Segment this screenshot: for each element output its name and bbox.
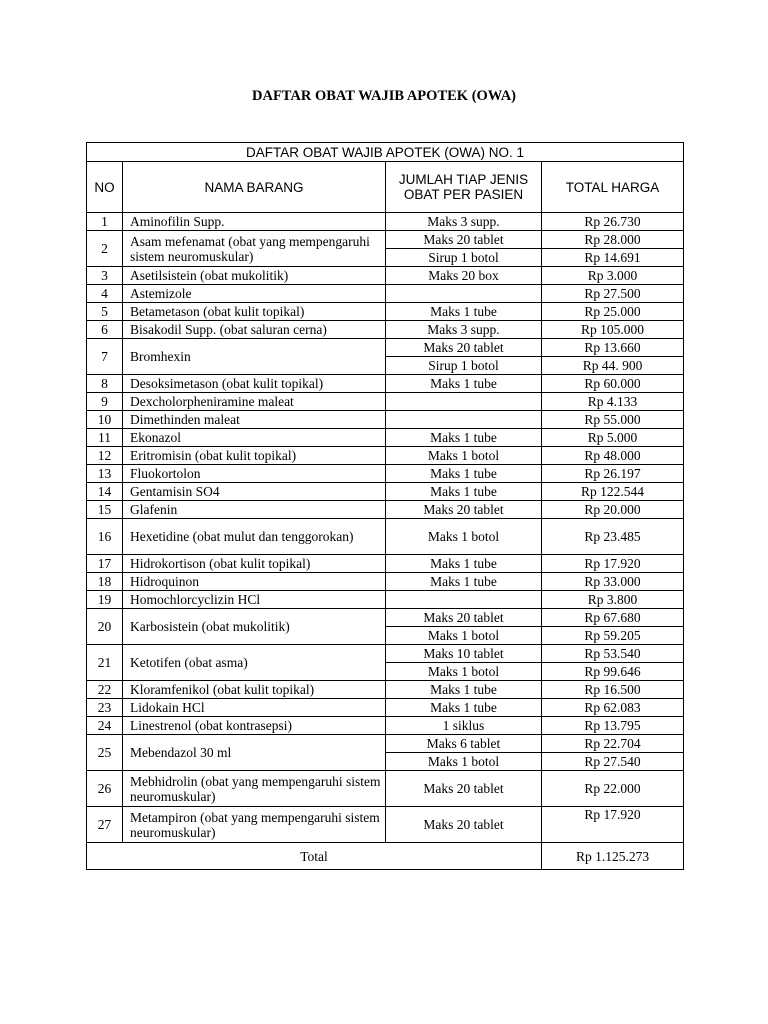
price-cell: Rp 27.540	[542, 753, 684, 771]
quantity-cell: Maks 1 tube	[386, 681, 542, 699]
price-cell: Rp 3.800	[542, 591, 684, 609]
total-label: Total	[87, 843, 542, 870]
price-cell: Rp 26.197	[542, 465, 684, 483]
row-number: 2	[87, 231, 123, 267]
table-row	[87, 375, 684, 393]
row-number: 14	[87, 483, 123, 501]
quantity-cell: Maks 20 tablet	[386, 501, 542, 519]
price-cell: Rp 55.000	[542, 411, 684, 429]
price-cell: Rp 44. 900	[542, 357, 684, 375]
quantity-cell: Maks 3 supp.	[386, 213, 542, 231]
drug-name: Gentamisin SO4	[123, 483, 386, 501]
quantity-cell: Maks 20 tablet	[386, 807, 542, 843]
quantity-cell: Maks 20 tablet	[386, 609, 542, 627]
drug-name: Kloramfenikol (obat kulit topikal)	[123, 681, 386, 699]
price-cell: Rp 26.730	[542, 213, 684, 231]
price-cell: Rp 28.000	[542, 231, 684, 249]
quantity-cell: Maks 1 botol	[386, 519, 542, 555]
price-cell: Rp 22.704	[542, 735, 684, 753]
price-cell: Rp 60.000	[542, 375, 684, 393]
price-cell: Rp 23.485	[542, 519, 684, 555]
row-number: 3	[87, 267, 123, 285]
quantity-cell: Sirup 1 botol	[386, 249, 542, 267]
price-cell: Rp 22.000	[542, 771, 684, 807]
row-number: 9	[87, 393, 123, 411]
price-cell: Rp 16.500	[542, 681, 684, 699]
drug-name: Betametason (obat kulit topikal)	[123, 303, 386, 321]
drug-name: Dexcholorpheniramine maleat	[123, 393, 386, 411]
price-cell: Rp 25.000	[542, 303, 684, 321]
row-number: 27	[87, 807, 123, 843]
price-cell: Rp 17.920	[542, 807, 684, 843]
drug-name: Desoksimetason (obat kulit topikal)	[123, 375, 386, 393]
drug-name: Glafenin	[123, 501, 386, 519]
quantity-cell: Maks 1 tube	[386, 483, 542, 501]
quantity-cell: Maks 1 botol	[386, 753, 542, 771]
table-row	[87, 519, 684, 555]
drug-name: Astemizole	[123, 285, 386, 303]
row-number: 24	[87, 717, 123, 735]
quantity-cell: Maks 1 botol	[386, 447, 542, 465]
quantity-cell: Maks 6 tablet	[386, 735, 542, 753]
drug-name: Asetilsistein (obat mukolitik)	[123, 267, 386, 285]
drug-name: Ketotifen (obat asma)	[123, 645, 386, 681]
quantity-cell: Maks 10 tablet	[386, 645, 542, 663]
header-name: NAMA BARANG	[123, 162, 386, 213]
drug-name: Asam mefenamat (obat yang mempengaruhi sistem neuromuskular)	[123, 231, 386, 267]
row-number: 26	[87, 771, 123, 807]
price-cell: Rp 33.000	[542, 573, 684, 591]
quantity-cell: Maks 1 botol	[386, 627, 542, 645]
drug-name: Karbosistein (obat mukolitik)	[123, 609, 386, 645]
row-number: 1	[87, 213, 123, 231]
quantity-cell: Maks 1 tube	[386, 429, 542, 447]
drug-name: Hidrokortison (obat kulit topikal)	[123, 555, 386, 573]
table-row	[87, 609, 684, 627]
drug-name: Metampiron (obat yang mempengaruhi sistem neuromuskular)	[123, 807, 386, 843]
price-cell: Rp 67.680	[542, 609, 684, 627]
drug-name: Linestrenol (obat kontrasepsi)	[123, 717, 386, 735]
quantity-cell: Maks 1 tube	[386, 573, 542, 591]
drug-name: Ekonazol	[123, 429, 386, 447]
row-number: 6	[87, 321, 123, 339]
quantity-cell: Maks 20 tablet	[386, 231, 542, 249]
table-row	[87, 231, 684, 249]
quantity-cell: Maks 20 tablet	[386, 771, 542, 807]
price-cell: Rp 3.000	[542, 267, 684, 285]
table-row	[87, 591, 684, 609]
quantity-cell: 1 siklus	[386, 717, 542, 735]
quantity-cell: Maks 1 tube	[386, 375, 542, 393]
row-number: 4	[87, 285, 123, 303]
quantity-cell: Maks 1 tube	[386, 303, 542, 321]
table-row	[87, 393, 684, 411]
header-qty: JUMLAH TIAP JENIS OBAT PER PASIEN	[386, 162, 542, 213]
price-cell: Rp 17.920	[542, 555, 684, 573]
row-number: 11	[87, 429, 123, 447]
table-row	[87, 555, 684, 573]
table-row	[87, 483, 684, 501]
table-body	[87, 213, 684, 843]
quantity-cell: Maks 20 tablet	[386, 339, 542, 357]
drug-name: Hexetidine (obat mulut dan tenggorokan)	[123, 519, 386, 555]
price-cell: Rp 27.500	[542, 285, 684, 303]
table-row	[87, 285, 684, 303]
price-cell: Rp 122.544	[542, 483, 684, 501]
price-cell: Rp 99.646	[542, 663, 684, 681]
table-row	[87, 429, 684, 447]
row-number: 20	[87, 609, 123, 645]
price-cell: Rp 59.205	[542, 627, 684, 645]
table-row	[87, 267, 684, 285]
table-row	[87, 303, 684, 321]
drug-name: Aminofilin Supp.	[123, 213, 386, 231]
quantity-cell: Sirup 1 botol	[386, 357, 542, 375]
table-row	[87, 411, 684, 429]
drug-name: Homochlorcyclizin HCl	[123, 591, 386, 609]
row-number: 8	[87, 375, 123, 393]
owa-table	[86, 142, 684, 870]
header-no: NO	[87, 162, 123, 213]
row-number: 10	[87, 411, 123, 429]
table-row	[87, 501, 684, 519]
quantity-cell: Maks 1 tube	[386, 465, 542, 483]
price-cell: Rp 13.660	[542, 339, 684, 357]
row-number: 25	[87, 735, 123, 771]
drug-name: Mebhidrolin (obat yang mempengaruhi sistem neuromuskular)	[123, 771, 386, 807]
price-cell: Rp 13.795	[542, 717, 684, 735]
price-cell: Rp 4.133	[542, 393, 684, 411]
total-value: Rp 1.125.273	[542, 843, 684, 870]
row-number: 21	[87, 645, 123, 681]
row-number: 12	[87, 447, 123, 465]
table-row	[87, 465, 684, 483]
quantity-cell	[386, 393, 542, 411]
row-number: 22	[87, 681, 123, 699]
table-row	[87, 699, 684, 717]
quantity-cell	[386, 591, 542, 609]
quantity-cell: Maks 20 box	[386, 267, 542, 285]
row-number: 16	[87, 519, 123, 555]
drug-name: Lidokain HCl	[123, 699, 386, 717]
quantity-cell: Maks 3 supp.	[386, 321, 542, 339]
total-row	[87, 843, 684, 870]
table-row	[87, 807, 684, 843]
row-number: 17	[87, 555, 123, 573]
price-cell: Rp 20.000	[542, 501, 684, 519]
table-subtitle: DAFTAR OBAT WAJIB APOTEK (OWA) NO. 1	[87, 143, 684, 162]
row-number: 5	[87, 303, 123, 321]
drug-name: Fluokortolon	[123, 465, 386, 483]
price-cell: Rp 53.540	[542, 645, 684, 663]
quantity-cell: Maks 1 tube	[386, 555, 542, 573]
table-row	[87, 321, 684, 339]
document-title: DAFTAR OBAT WAJIB APOTEK (OWA)	[252, 88, 516, 104]
table-row	[87, 573, 684, 591]
table-row	[87, 681, 684, 699]
table-row	[87, 645, 684, 663]
quantity-cell: Maks 1 tube	[386, 699, 542, 717]
drug-name: Eritromisin (obat kulit topikal)	[123, 447, 386, 465]
row-number: 23	[87, 699, 123, 717]
table-row	[87, 771, 684, 807]
row-number: 18	[87, 573, 123, 591]
drug-name: Bisakodil Supp. (obat saluran cerna)	[123, 321, 386, 339]
row-number: 19	[87, 591, 123, 609]
table-row	[87, 213, 684, 231]
price-cell: Rp 5.000	[542, 429, 684, 447]
header-price: TOTAL HARGA	[542, 162, 684, 213]
price-cell: Rp 14.691	[542, 249, 684, 267]
price-cell: Rp 62.083	[542, 699, 684, 717]
row-number: 15	[87, 501, 123, 519]
drug-name: Mebendazol 30 ml	[123, 735, 386, 771]
table-row	[87, 717, 684, 735]
price-cell: Rp 48.000	[542, 447, 684, 465]
table-row	[87, 447, 684, 465]
drug-name: Hidroquinon	[123, 573, 386, 591]
quantity-cell: Maks 1 botol	[386, 663, 542, 681]
price-cell: Rp 105.000	[542, 321, 684, 339]
table-row	[87, 735, 684, 753]
row-number: 7	[87, 339, 123, 375]
drug-name: Bromhexin	[123, 339, 386, 375]
drug-name: Dimethinden maleat	[123, 411, 386, 429]
quantity-cell	[386, 411, 542, 429]
row-number: 13	[87, 465, 123, 483]
table-row	[87, 339, 684, 357]
quantity-cell	[386, 285, 542, 303]
